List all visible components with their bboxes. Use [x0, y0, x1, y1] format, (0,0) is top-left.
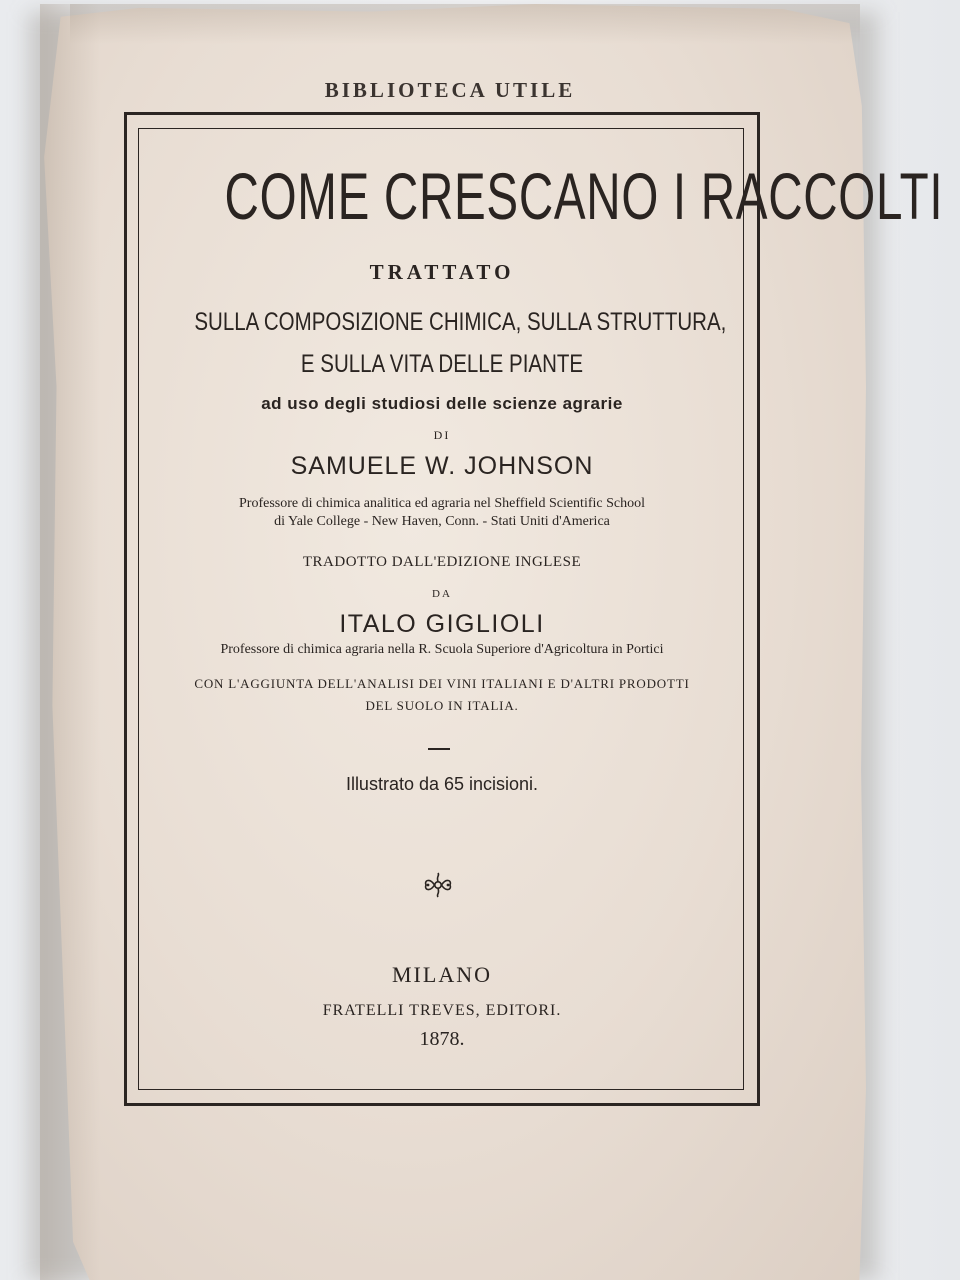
- separator-rule: [428, 748, 450, 750]
- publisher-name: FRATELLI TREVES, EDITORI.: [322, 1002, 562, 1019]
- fleuron-ornament-icon: [420, 870, 456, 900]
- publication-year: 1878.: [419, 1028, 465, 1050]
- series-title: BIBLIOTECA UTILE: [324, 78, 576, 102]
- by-label: DI: [433, 428, 451, 442]
- purpose-line: ad uso degli studiosi delle scienze agrarie: [261, 394, 623, 413]
- publication-city: MILANO: [392, 962, 492, 987]
- translated-label: TRADOTTO DALL'EDIZIONE INGLESE: [302, 554, 582, 570]
- translator-name: ITALO GIGLIOLI: [339, 610, 545, 638]
- translated-by-label: DA: [432, 588, 452, 600]
- addition-line-2: DEL SUOLO IN ITALIA.: [365, 698, 519, 713]
- author-affiliation-2: di Yale College - New Haven, Conn. - Stati Uniti d'America: [274, 514, 610, 529]
- author-affiliation-1: Professore di chimica analitica ed agraria nel Sheffield Scientific School: [239, 496, 645, 511]
- subtitle-line-1: SULLA COMPOSIZIONE CHIMICA, SULLA STRUTTURA,: [194, 308, 727, 336]
- illustrations-note: Illustrato da 65 incisioni.: [345, 774, 539, 794]
- book-title: COME CRESCANO I RACCOLTI: [224, 159, 944, 233]
- addition-line-1: CON L'AGGIUNTA DELL'ANALISI DEI VINI ITALIANI E D'ALTRI PRODOTTI: [194, 676, 690, 691]
- translator-affiliation: Professore di chimica agraria nella R. Scuola Superiore d'Agricoltura in Portici: [220, 642, 664, 657]
- cover-spine-wear: [40, 4, 100, 1280]
- cover-top-wear: [70, 4, 860, 44]
- subtitle-label: TRATTATO: [369, 260, 515, 284]
- author-name: SAMUELE W. JOHNSON: [290, 452, 594, 480]
- subtitle-line-2: E SULLA VITA DELLE PIANTE: [300, 350, 584, 378]
